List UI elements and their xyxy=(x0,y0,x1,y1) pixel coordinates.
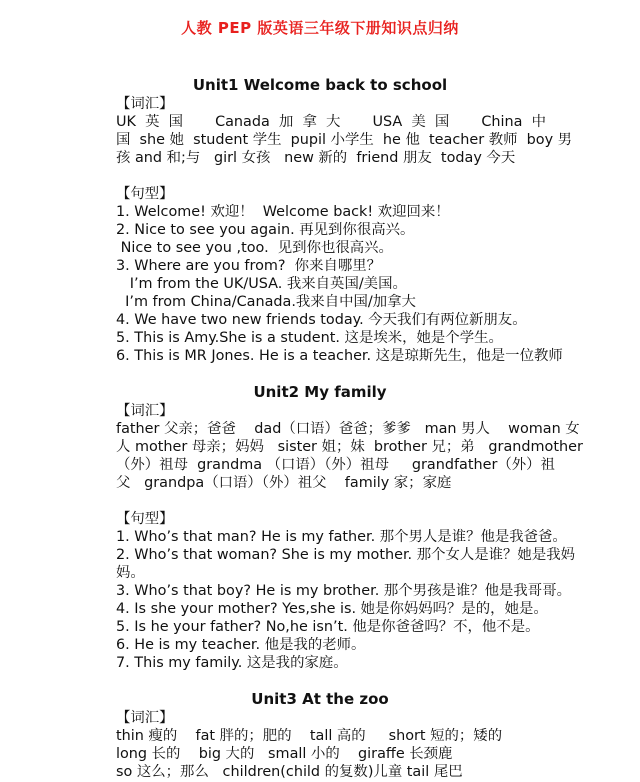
unit2-vocab-line-3: （外）祖母 grandma （口语）（外）祖母 grandfather（外）祖 xyxy=(116,457,555,473)
unit1-sentence-8: 5. This is Amy.She is a student. 这是埃米，她是个学生。 xyxy=(116,330,503,346)
unit2-sentence-2: 2. Who’s that woman? She is my mother. 那个女人是谁？她是我妈 xyxy=(116,547,575,563)
unit1-vocab-line-2: 国 she 她 student 学生 pupil 小学生 he 他 teacher 教师 boy 男 xyxy=(116,132,573,148)
unit3-title: Unit3 At the zoo xyxy=(251,690,389,708)
unit3-vocab-header: 【词汇】 xyxy=(116,710,174,726)
unit1-sentence-1: 1. Welcome! 欢迎！ Welcome back! 欢迎回来！ xyxy=(116,204,450,220)
unit2-sentence-6: 5. Is he your father? No,he isn’t. 他是你爸爸吗？不，他不是。 xyxy=(116,619,540,635)
unit2-title: Unit2 My family xyxy=(253,383,387,401)
unit1-sentence-4: 3. Where are you from? 你来自哪里？ xyxy=(116,258,382,274)
unit2-sentence-7: 6. He is my teacher. 他是我的老师。 xyxy=(116,637,366,653)
unit2-vocab-header: 【词汇】 xyxy=(116,403,174,419)
unit3-vocab-line-3: so 这么；那么 children(child 的复数)儿童 tail 尾巴 xyxy=(116,764,463,780)
unit1-vocab-line-1: UK 英 国 Canada 加 拿 大 USA 美 国 China 中 xyxy=(116,114,546,130)
unit1-sentence-6: I’m from China/Canada.我来自中国/加拿大 xyxy=(116,294,416,310)
unit2-sentence-1: 1. Who’s that man? He is my father. 那个男人是谁？他是我爸爸。 xyxy=(116,529,567,545)
document-title: 人教 PEP 版英语三年级下册知识点归纳 xyxy=(181,19,459,37)
unit1-sentence-header: 【句型】 xyxy=(116,186,174,202)
unit1-sentence-2: 2. Nice to see you again. 再见到你很高兴。 xyxy=(116,222,415,238)
unit2-vocab-line-2: 人 mother 母亲；妈妈 sister 姐；妹 brother 兄；弟 grandmother xyxy=(116,439,583,455)
unit1-title: Unit1 Welcome back to school xyxy=(192,76,448,94)
unit1-sentence-3: Nice to see you ,too. 见到你也很高兴。 xyxy=(116,240,393,256)
unit2-sentence-8: 7. This my family. 这是我的家庭。 xyxy=(116,655,348,671)
unit1-sentence-9: 6. This is MR Jones. He is a teacher. 这是琼斯先生，他是一位教师 xyxy=(116,348,563,364)
unit2-vocab-line-4: 父 grandpa（口语）（外）祖父 family 家；家庭 xyxy=(116,475,452,491)
unit1-sentence-5: I’m from the UK/USA. 我来自英国/美国。 xyxy=(116,276,407,292)
unit3-vocab-line-2: long 长的 big 大的 small 小的 giraffe 长颈鹿 xyxy=(116,746,453,762)
unit1-sentence-7: 4. We have two new friends today. 今天我们有两位新朋友。 xyxy=(116,312,527,328)
unit2-sentence-3: 妈。 xyxy=(116,565,145,581)
unit1-vocab-line-3: 孩 and 和;与 girl 女孩 new 新的 friend 朋友 today 今天 xyxy=(116,150,516,166)
unit3-vocab-line-1: thin 瘦的 fat 胖的；肥的 tall 高的 short 短的；矮的 xyxy=(116,728,503,744)
unit2-sentence-5: 4. Is she your mother? Yes,she is. 她是你妈妈吗？是的，她是。 xyxy=(116,601,548,617)
unit2-vocab-line-1: father 父亲；爸爸 dad（口语）爸爸；爹爹 man 男人 woman 女 xyxy=(116,421,580,437)
unit2-sentence-header: 【句型】 xyxy=(116,511,174,527)
unit1-vocab-header: 【词汇】 xyxy=(116,96,174,112)
unit2-sentence-4: 3. Who’s that boy? He is my brother. 那个男孩是谁？他是我哥哥。 xyxy=(116,583,571,599)
